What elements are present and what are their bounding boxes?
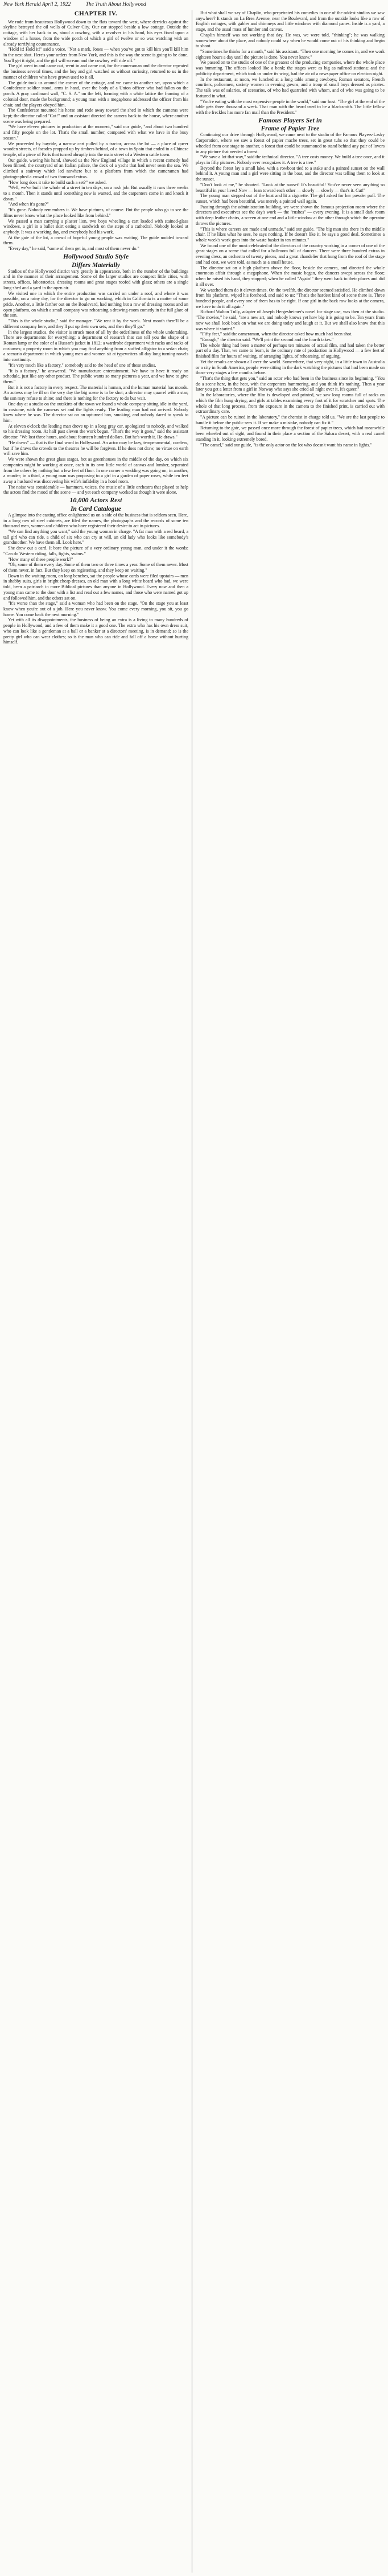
paragraph: In the laboratories, where the film is developed and printed, we saw long rooms full of racks on which the film hung drying, and girls at tables examining every foot of it for scratches and spots. The whole of that long process, from the exposure in the camera to the finished print, is carried out with extraordinary care. (196, 392, 385, 415)
paragraph: We watched them do it eleven times. On the twelfth, the director seemed satisfied. He climbed down from his platform, wiped his forehead, and said to us: "That's the hardest kind of scene there is. Three hundred people, and every one of them has to be right. If one girl in the back row looks at the camera, we have to do it all again." (196, 287, 385, 309)
paragraph: "It is a factory," he answered. "We manufacture entertainment. We have to have it ready on schedule, just like any other product. The public wants so many pictures a year, and we have to give them." (3, 368, 188, 384)
paragraph: "Sometimes he thinks for a month," said his assistant. "Then one morning he comes in, and we work eighteen hours a day until the picture is done. You never know." (196, 49, 385, 60)
paragraph: "Hold it! Hold it!" said a voice. "Not a mark, Jones — when you've got to kill him you'll kill him in the next shot. Here's your orders from New York, and this is the way the scene is going to be done. You'll get it right, and the girl will scream and the cowboy will ride off." (3, 47, 188, 63)
paragraph: "Fifty feet," said the cameraman, when the director asked how much had been shot. (200, 331, 353, 337)
paragraph: We passed a man carrying a plaster lion, two boys wheeling a cart loaded with stained-glass windows, a girl in a ballet skirt eating a sandwich on the steps of a cathedral. Nobody looked at anybody. It was a working day, and everybody had his work. (3, 218, 188, 235)
section-subheading-actors-rest: In Card Catalogue (71, 505, 121, 512)
paragraph: "Well, we've built the whole of a street in ten days, on a rush job. But usually it runs three weeks to a month. Then it stands until something new is wanted, and the carpenters come in and knock it down." (3, 185, 188, 202)
series-title: The Truth About Hollywood (85, 2, 146, 7)
paragraph: Yet with all its disappointments, the business of being an extra is a living to many hundreds of people in Hollywood, and a few of them make it a good one. The extra who has his own dress suit, who can look like a gentleman at a ball or a banker at a directors' meeting, is in demand; so is the pretty girl who can wear clothes; so is the man who can ride and fall off a horse without hurting himself. (3, 617, 188, 645)
paragraph: But what shall we say of Chaplin, who perpetrated his comedies in one of the oddest studios we saw anywhere? It stands on La Brea Avenue, near the Boulevard, and from the outside looks like a row of English cottages, with gables and chimneys and little windows with diamond panes. Inside is a yard, a stage, and the usual mass of lumber and canvas. (196, 10, 385, 32)
paragraph: Continuing our drive through Hollywood, we came next to the studio of the Famous Players-Lasky Corporation, where we saw a forest of papier mache trees, set in great tubs so that they could be wheeled from one stage to another, a forest that could be summoned to stand behind any pair of lovers in any picture that needed a forest. (196, 132, 385, 154)
paragraph: The guide took us around the corner of the cottage, and we came to another set, upon which a Confederate soldier stood, arms in hand, over the body of a Union officer who had fallen on the porch. A gray cardboard wall, "C. S. A." on the left, forming with a white lattice the framing of a colonial door, made the background; a young man with a megaphone addressed the officer from his chair, and the players obeyed him. (3, 80, 188, 108)
paragraph: Our guide, waving his hand, showed us the New England village in which a recent comedy had been filmed, the courtyard of an Italian palace, the deck of a yacht that had never seen the sea. We climbed a stairway which led nowhere but to a platform from which the cameramen had photographed a crowd of two thousand extras. (3, 157, 188, 179)
paragraph: "It's gone. Nobody remembers it. We have pictures, of course. But the people who go to see the films never know what the place looked like from behind." (3, 207, 188, 218)
paragraph: She drew out a card. It bore the picture of a very ordinary young man, and under it the words: "Can do Western riding, falls, fights, swims." (3, 545, 188, 556)
paragraph: "A picture can be ruined in the laboratory," the chemist in charge told us. "We are the last people to handle it before the public sees it. If we make a mistake, nobody can fix it." (196, 415, 385, 425)
paragraph: We proceeded by hayride, a narrow cart pulled by a tractor, across the lot — a place of queer wooden streets, of facades propped up by timbers behind, of a town in Spain that ended in a Chinese temple, of a piece of Paris that turned abruptly into the main street of a Western cattle town. (3, 141, 188, 157)
paragraph: We visited one in which the entire production was carried on under a roof, and where it was possible, on a rainy day, for the director to go on working, which in California is a matter of some pride. Another, a little farther out on the Boulevard, had nothing but a row of dressing rooms and an open platform, on which a small company was rehearsing a drawing-room comedy in the full glare of the sun. (3, 290, 188, 318)
column-left (3, 10, 188, 2573)
paragraph: "It's worse than the stage," said a woman who had been on the stage. "On the stage you at least know when you're out of a job. Here you never know. You come every morning, you sit, you go home. You come back the next morning." (3, 601, 188, 617)
article-body-part-5 (196, 132, 385, 448)
paragraph: The young man stepped out of the boat and lit a cigarette. The girl asked for her powder puff. The sunset, which had been beautiful, was merely a painted wall again. (196, 193, 385, 204)
newspaper-dateline: New York Herald April 2, 1922 (3, 2, 71, 7)
paragraph: At eleven o'clock the leading man drove up in a long gray car, apologized to nobody, and walked to his dressing room. At half past eleven the work began. "That's the way it goes," said the assistant director. "We lost three hours, and about fourteen hundred dollars. But he's worth it. He draws." (3, 423, 188, 440)
paragraph: But it is not a factory in every respect. The material is human, and the human material has moods. An actress may be ill on the very day the big scene is to be shot; a director may quarrel with a star; the sun may refuse to shine; and there is nothing for the factory to do but wait. (3, 384, 188, 401)
paragraph: In the largest studios, the visitor is struck most of all by the orderliness of the whole undertaking. There are departments for everything: a department of research that can tell you the shape of a Roman lamp or the color of a Hussar's jacket in 1812; a wardrobe department with racks and racks of costumes; a property room in which you may find anything from a stuffed alligator to a sedan chair; a scenario department in which young men and women sit at typewriters all day long turning novels into continuity. (3, 329, 188, 363)
paragraph: One day at a studio on the outskirts of the town we found a whole company sitting idle in the yard, in costume, with the cameras set and the lights ready. The leading man had not arrived. Nobody knew where he was. The director sat on an upturned box, smoking, and nobody dared to speak to him. (3, 401, 188, 424)
paragraph: The Confederate mounted his horse and rode away toward the shed in which the cameras were kept; the director called "Cut!" and an assistant directed the camera back to the house, where another scene was being prepared. (3, 108, 188, 124)
paragraph: "This is where careers are made and unmade," said our guide. "The big man sits there in the middle chair. If he likes what he sees, he says nothing. If he doesn't like it, he says a good deal. Sometimes a whole week's work goes into the waste basket in ten minutes." (196, 226, 385, 243)
paragraph: At the gate of the lot, a crowd of hopeful young people was waiting. The guide nodded toward them. (3, 235, 188, 246)
paragraph: "Enough," the director said. "We'll print the second and the fourth takes." (200, 337, 334, 342)
paragraph: "And when it's gone?" (8, 202, 49, 207)
paragraph: "You're eating with the most expensive people in the world," said our host. "The girl at the end of the table gets three thousand a week. That man with the beard used to be a blacksmith. The little fellow with the freckles has more fan mail than the President." (196, 99, 385, 115)
article-body-part-2 (3, 269, 188, 495)
page-header (3, 1, 385, 8)
paragraph: "How long does it take to build such a set?" we asked. (8, 179, 107, 185)
column-right (196, 10, 385, 2573)
section-subheading-famous-players: Frame of Papier Tree (261, 125, 320, 133)
paragraph: "Oh, some of them every day. Some of them two or three times a year. Some of them never. Most of them never, in fact. But they keep on registering, and they keep on waiting." (3, 562, 188, 573)
paragraph: The girl went in and came out, went in and came out, for the cameraman and the director repeated the business several times, and the boy and girl watched us without curiosity, returned to us in the manner of children who have grown used to it all. (3, 63, 188, 80)
paragraph: Studios of the Hollywood district vary greatly in appearance, both in the number of the buildings and in the manner of their arrangement. Some of the larger studios are compact little cities, with streets, offices, laboratories, dressing rooms and great stages roofed with glass; others are a single long shed and a yard in the open air. (3, 268, 188, 290)
article-body-part-3 (3, 512, 188, 645)
section-heading-actors-rest: 10,000 Actors Rest (69, 496, 122, 504)
paragraph: "The camel," said our guide, "is the only actor on the lot who doesn't want his name in lights." (200, 442, 372, 448)
paragraph: "This is the whole studio," said the manager. "We rent it by the week. Next month there'll be a different company here, and they'll put up their own sets, and then they'll go." (3, 318, 188, 329)
paragraph: Richard Walton Tully, adapter of Joseph Hergesheimer's novel for stage use, was then at the studio. "The movies," he said, "are a new art, and nobody knows yet how big it is going to be. Ten years from now we shall look back on what we are doing today and laugh at it. But we shall also know that this was where it started." (196, 309, 385, 331)
paragraph: Passing through the administration building, we were shown the famous projection room where the directors and executives see the day's work — the "rushes" — every evening. It is a small dark room with deep leather chairs, a screen at one end and a little window at the other through which the operator throws the pictures. (196, 204, 385, 226)
paragraph: "We save a lot that way," said the technical director. "A tree costs money. We build a tree once, and it plays in fifty pictures. Nobody ever recognizes it. A tree is a tree." (196, 154, 385, 165)
paragraph: Returning to the gate, we passed once more through the forest of papier trees, which had meanwhile been wheeled out of sight, and found in their place a section of the Sahara desert, with a real camel standing in it, looking extremely bored. (196, 425, 385, 442)
section-subheading-studio-style: Differs Materially (71, 261, 121, 269)
paragraph: The whole thing had been a matter of perhaps ten minutes of actual film, and had taken the better part of a day. That, we came to learn, is the ordinary rate of production in Hollywood — a few feet of finished film for hours of waiting, of arranging lights, of rehearsing, of arguing. (196, 342, 385, 359)
paragraph: We passed on to the studio of one of the greatest of the producing companies, where the whole place was humming. The offices looked like a bank; the stages were as big as railroad stations; and the publicity department, which took us under its wing, had the air of a newspaper office on election night. (196, 60, 385, 76)
paragraph: The director sat on a high platform above the floor, beside the camera, and directed the whole enormous affair through a megaphone. When the music began, the dancers swept across the floor; when he raised his hand, they stopped; when he called "Again!" they went back to their places and did it all over. (196, 265, 385, 287)
paragraph: We found one of the most celebrated of the directors of the country working in a corner of one of the great stages on a scene that called for a ballroom full of dancers. There were three hundred extras in evening dress, an orchestra of twenty pieces, and a great chandelier that hung from the roof of the stage and had cost, we were told, as much as a small house. (196, 243, 385, 265)
paragraph: "We have eleven pictures in production at the moment," said our guide, "and about two hundred and fifty people on the lot. That's the small number, compared with what we have in the busy season." (3, 124, 188, 141)
section-heading-famous-players: Famous Players Set in (258, 116, 322, 124)
paragraph: The noise was considerable — hammers, voices, the music of a little orchestra that played to help the actors find the mood of the scene — and yet each company worked as though it were alone. (3, 484, 188, 495)
section-heading-studio-style: Hollywood Studio Style (63, 252, 129, 260)
article-body-part-1 (3, 19, 188, 252)
paragraph: We were shown the great glass stages, hot as greenhouses in the middle of the day, on which six companies might be working at once, each in its own little world of canvas and lumber, separated from the others by nothing but a few feet of floor. In one corner a wedding was going on; in another, a murder; in a third, a young man was proposing to a girl in a garden of paper roses, while ten feet away a husband was discovering his wife's infidelity in a hotel room. (3, 457, 188, 484)
paragraph: "He draws" — that is the final word in Hollywood. An actor may be lazy, temperamental, careless, but if he draws the crowds to the theatres he will be forgiven. If he does not draw, no virtue on earth will save him. (3, 440, 188, 457)
paragraph: We rode from beauteous Hollywood down to the flats toward the west, where derricks against the skyline betrayed the oil wells of Culver City. Our car stopped beside a low cottage. Outside the cottage, with her back to us, stood a cowboy, with a revolver in his hand, his eyes fixed upon a window of a house, from the wide porch of which a girl of twelve or so was watching with an already terrifying countenance. (3, 19, 188, 47)
paragraph: A glimpse into the casting office enlightened us on a side of the business that is seldom seen. Here, in a long row of steel cabinets, are filed the names, the photographs and the records of some ten thousand men, women and children who have registered their desire to act in pictures. (3, 512, 188, 529)
paragraph: "That's the thing that gets you," said an actor who had been in the business since its beginning. "You do a scene here, in the heat, with the carpenters hammering, and you think it's nothing. Then a year later you get a letter from a girl in Norway who says she cried all night over it. It's queer." (196, 376, 385, 392)
paragraph: "It's very much like a factory," somebody said to the head of one of these studios. (8, 362, 156, 368)
paragraph: Chaplin himself was not working that day. He was, we were told, "thinking"; he was walking somewhere about the place, and nobody could say when he would come out of his thinking and begin to shoot. (196, 32, 385, 49)
paragraph: "Don't look at me," he shouted. "Look at the sunset! It's beautiful! You've never seen anything so beautiful in your lives! Now — lean toward each other — slowly — slowly — that's it. Cut!" (196, 182, 385, 193)
paragraph: Beyond the forest lay a small lake, with a rowboat tied to a stake and a painted sunset on the wall behind it. A young man and a girl were sitting in the boat, and the director was telling them to look at the sunset. (196, 165, 385, 182)
paragraph: "We can find anything you want," said the young woman in charge. "A fat man with a red beard, a tall girl who can ride, a child of six who can cry at will, an old lady who looks like somebody's grandmother. We have them all. Look here." (3, 528, 188, 545)
paragraph: Down in the waiting room, on long benches, sat the people whose cards were filed upstairs — men in shabby suits, girls in bright cheap dresses, an old man with a long white beard who had, we were told, been a patriarch in more Biblical pictures than anyone in Hollywood. Every now and then a young man came to the door with a list and read out a few names, and those who were named got up and followed him, and the others sat on. (3, 573, 188, 601)
paragraph: Yet the results are shown all over the world. Somewhere, that very night, in a little town in Australia or a city in South America, people were sitting in the dark watching the pictures that had been made on those very stages a few months before. (196, 359, 385, 376)
paragraph: "Every day," he said, "some of them get in, and most of them never do." (8, 246, 139, 252)
chapter-heading: CHAPTER IV. (74, 10, 118, 17)
article-body-part-4 (196, 10, 385, 116)
paragraph: "How many of these people work?" (8, 556, 73, 562)
paragraph: In the restaurant, at noon, we lunched at a long table among cowboys, Roman senators, French courtiers, policemen, society women in evening gowns, and a troop of small boys dressed as pirates. The talk was of salaries, of scenarios, of who had quarreled with whom, and of who was going to be featured in what. (196, 76, 385, 99)
